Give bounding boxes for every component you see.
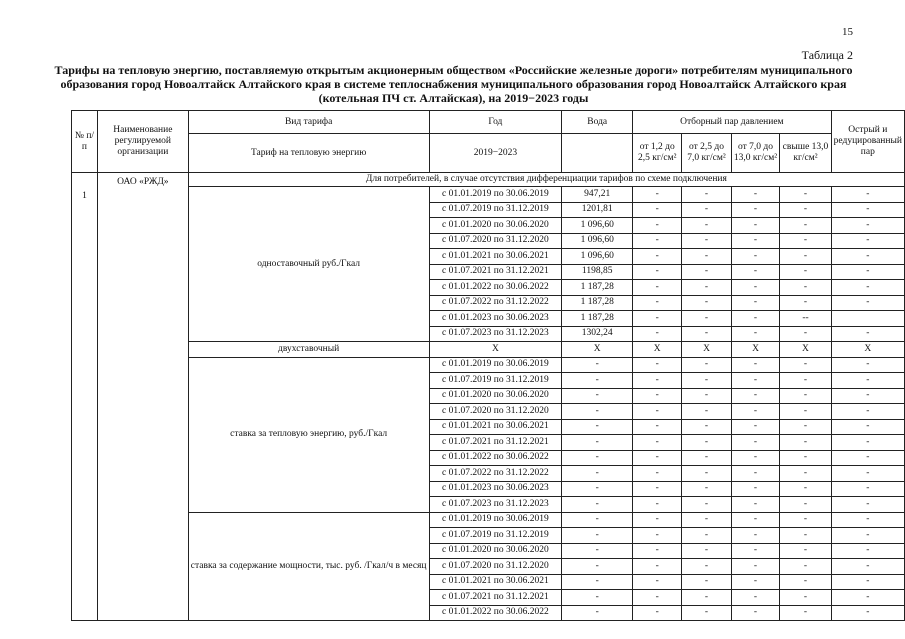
band-row <box>72 173 905 187</box>
table-cell: - <box>780 605 831 621</box>
table-row <box>72 342 905 358</box>
period-cell: с 01.01.2022 по 30.06.2022 <box>429 605 562 621</box>
table-cell: - <box>562 590 633 606</box>
table-cell: - <box>562 419 633 435</box>
table-cell: - <box>633 481 682 497</box>
table-cell: - <box>633 497 682 513</box>
table-cell: - <box>831 450 904 466</box>
page-number: 15 <box>842 26 853 38</box>
period-cell: с 01.01.2021 по 30.06.2021 <box>429 419 562 435</box>
table-cell: - <box>633 187 682 203</box>
table-cell: - <box>731 543 780 559</box>
header-tariff-label: Тариф на тепловую энергию <box>188 134 429 173</box>
table-cell: - <box>562 404 633 420</box>
header-steam-1: от 1,2 до 2,5 кг/см² <box>633 134 682 173</box>
table-row <box>72 357 905 373</box>
table-cell: - <box>780 295 831 311</box>
header-org: Наименование регулируемой организации <box>97 111 188 173</box>
table-cell: - <box>780 187 831 203</box>
table-cell: - <box>562 528 633 544</box>
table-cell: X <box>682 342 731 358</box>
table-cell: X <box>780 342 831 358</box>
table-cell: - <box>562 559 633 575</box>
table-cell: X <box>562 342 633 358</box>
period-cell: с 01.07.2020 по 31.12.2020 <box>429 559 562 575</box>
period-cell: с 01.01.2023 по 30.06.2023 <box>429 311 562 327</box>
table-cell: - <box>633 249 682 265</box>
table-cell: - <box>731 326 780 342</box>
table-cell: - <box>831 605 904 621</box>
table-cell: - <box>682 264 731 280</box>
table-cell: - <box>633 419 682 435</box>
organization-name: ОАО «РЖД» <box>97 173 188 621</box>
table-cell: - <box>780 202 831 218</box>
table-cell: - <box>682 404 731 420</box>
table-cell: - <box>780 388 831 404</box>
table-cell: - <box>831 357 904 373</box>
table-cell: - <box>831 528 904 544</box>
period-cell: с 01.01.2021 по 30.06.2021 <box>429 249 562 265</box>
table-cell: - <box>731 419 780 435</box>
table-cell: - <box>831 404 904 420</box>
table-cell: - <box>682 311 731 327</box>
table-cell: - <box>633 295 682 311</box>
table-cell: - <box>633 466 682 482</box>
table-cell: - <box>682 528 731 544</box>
table-cell: - <box>780 233 831 249</box>
table-cell: - <box>831 543 904 559</box>
table-cell: X <box>731 342 780 358</box>
table-label: Таблица 2 <box>801 48 853 62</box>
period-cell: с 01.01.2020 по 30.06.2020 <box>429 218 562 234</box>
tariff-group-label: ставка за тепловую энергию, руб./Гкал <box>188 357 429 512</box>
table-cell: - <box>633 326 682 342</box>
table-cell: - <box>682 326 731 342</box>
table-cell: - <box>780 559 831 575</box>
table-cell: - <box>731 466 780 482</box>
table-cell: - <box>731 512 780 528</box>
table-cell: - <box>562 388 633 404</box>
table-cell <box>831 311 904 327</box>
table-cell: - <box>682 357 731 373</box>
table-cell: - <box>731 280 780 296</box>
period-cell: с 01.01.2019 по 30.06.2019 <box>429 357 562 373</box>
header-year: Год <box>429 111 562 134</box>
table-cell: - <box>633 512 682 528</box>
table-cell: - <box>682 388 731 404</box>
table-cell: - <box>780 280 831 296</box>
table-cell: - <box>633 574 682 590</box>
header-steam: Отборный пар давлением <box>633 111 832 134</box>
table-cell: - <box>831 388 904 404</box>
table-cell: - <box>731 295 780 311</box>
table-cell: - <box>682 590 731 606</box>
table-cell: - <box>831 435 904 451</box>
table-cell: - <box>682 543 731 559</box>
table-cell: - <box>780 574 831 590</box>
period-cell: с 01.01.2020 по 30.06.2020 <box>429 388 562 404</box>
table-cell: - <box>780 512 831 528</box>
period-cell: с 01.07.2021 по 31.12.2021 <box>429 435 562 451</box>
table-cell: - <box>682 481 731 497</box>
table-cell: - <box>780 528 831 544</box>
page-title: Тарифы на тепловую энергию, поставляемую открытым акционерным обществом «Российские железные дороги» потребителям муниципального образования город Новоалтайск Алтайского края в системе теплоснабжения муниципального образования город Новоалтайск Алтайского края (котельная ПЧ ст. Алтайская), на 2019−2023 годы <box>54 63 853 105</box>
table-cell: - <box>562 435 633 451</box>
table-cell: 1198,85 <box>562 264 633 280</box>
table-cell: - <box>633 218 682 234</box>
table-cell: - <box>633 605 682 621</box>
table-cell: - <box>731 404 780 420</box>
period-cell: с 01.07.2022 по 31.12.2022 <box>429 466 562 482</box>
table-cell: - <box>731 590 780 606</box>
header-num: № п/п <box>72 111 98 173</box>
tariff-group-label: ставка за содержание мощности, тыс. руб. /Гкал/ч в месяц <box>188 512 429 621</box>
table-cell: - <box>682 218 731 234</box>
table-cell: - <box>562 450 633 466</box>
table-cell: - <box>831 264 904 280</box>
table-cell: - <box>831 466 904 482</box>
header-steam-3: от 7,0 до 13,0 кг/см² <box>731 134 780 173</box>
table-cell: - <box>780 357 831 373</box>
table-cell: X <box>633 342 682 358</box>
table-cell: - <box>731 574 780 590</box>
table-cell: - <box>780 450 831 466</box>
table-cell: - <box>831 326 904 342</box>
table-cell: - <box>633 543 682 559</box>
table-cell: - <box>682 512 731 528</box>
table-cell: - <box>731 357 780 373</box>
table-cell: - <box>682 466 731 482</box>
period-cell: с 01.01.2021 по 30.06.2021 <box>429 574 562 590</box>
table-cell: - <box>562 574 633 590</box>
table-cell: - <box>831 512 904 528</box>
table-cell: - <box>682 202 731 218</box>
table-cell: 1 096,60 <box>562 233 633 249</box>
table-cell: - <box>682 497 731 513</box>
period-cell: с 01.07.2019 по 31.12.2019 <box>429 202 562 218</box>
table-cell: - <box>633 202 682 218</box>
table-cell: - <box>562 605 633 621</box>
header-water-empty <box>562 134 633 173</box>
tariff-table <box>71 110 905 621</box>
table-cell: - <box>562 543 633 559</box>
table-cell: X <box>831 342 904 358</box>
table-cell: - <box>731 249 780 265</box>
period-cell: с 01.01.2019 по 30.06.2019 <box>429 512 562 528</box>
table-cell: - <box>682 419 731 435</box>
table-cell: - <box>831 295 904 311</box>
table-cell: - <box>831 187 904 203</box>
table-cell: - <box>633 450 682 466</box>
table-cell: - <box>780 419 831 435</box>
period-cell: с 01.07.2019 по 31.12.2019 <box>429 528 562 544</box>
period-cell: с 01.01.2022 по 30.06.2022 <box>429 450 562 466</box>
table-cell: - <box>562 357 633 373</box>
table-cell: - <box>633 264 682 280</box>
table-cell: - <box>562 373 633 389</box>
table-cell: - <box>633 528 682 544</box>
header-steam-4: свыше 13,0 кг/см² <box>780 134 831 173</box>
tariff-group-label: двухставочный <box>188 342 429 358</box>
table-cell: - <box>780 373 831 389</box>
table-cell: - <box>831 373 904 389</box>
table-cell: - <box>731 218 780 234</box>
table-cell: - <box>831 481 904 497</box>
period-cell: с 01.01.2019 по 30.06.2019 <box>429 187 562 203</box>
table-cell: - <box>780 497 831 513</box>
period-cell: с 01.07.2021 по 31.12.2021 <box>429 590 562 606</box>
table-cell: - <box>682 233 731 249</box>
table-cell: - <box>682 280 731 296</box>
period-cell: с 01.07.2023 по 31.12.2023 <box>429 497 562 513</box>
table-cell: - <box>633 280 682 296</box>
table-cell: - <box>682 574 731 590</box>
table-cell: 1302,24 <box>562 326 633 342</box>
table-cell: - <box>731 528 780 544</box>
table-cell: - <box>731 233 780 249</box>
table-cell: 1201,81 <box>562 202 633 218</box>
period-cell: с 01.07.2020 по 31.12.2020 <box>429 404 562 420</box>
table-cell: - <box>682 249 731 265</box>
table-cell: - <box>780 404 831 420</box>
period-cell: с 01.07.2023 по 31.12.2023 <box>429 326 562 342</box>
period-cell: с 01.07.2020 по 31.12.2020 <box>429 233 562 249</box>
table-cell: - <box>682 605 731 621</box>
table-cell: - <box>682 559 731 575</box>
table-cell: - <box>682 435 731 451</box>
table-cell: - <box>831 559 904 575</box>
period-cell: с 01.07.2022 по 31.12.2022 <box>429 295 562 311</box>
table-row <box>72 187 905 203</box>
table-cell: - <box>780 543 831 559</box>
period-cell: с 01.07.2021 по 31.12.2021 <box>429 264 562 280</box>
table-cell: 1 187,28 <box>562 280 633 296</box>
table-cell: 1 096,60 <box>562 218 633 234</box>
table-cell: - <box>831 419 904 435</box>
table-cell: - <box>633 435 682 451</box>
table-cell: - <box>831 497 904 513</box>
table-cell: - <box>731 481 780 497</box>
table-cell: - <box>831 249 904 265</box>
table-cell: - <box>682 295 731 311</box>
table-cell: - <box>780 481 831 497</box>
table-cell: X <box>429 342 562 358</box>
band-label: Для потребителей, в случае отсутствия дифференциации тарифов по схеме подключения <box>188 173 904 187</box>
table-cell: - <box>831 233 904 249</box>
period-cell: с 01.01.2020 по 30.06.2020 <box>429 543 562 559</box>
table-cell: - <box>682 187 731 203</box>
table-cell: - <box>731 311 780 327</box>
table-cell: 1 096,60 <box>562 249 633 265</box>
table-cell: - <box>731 264 780 280</box>
header-years-range: 2019−2023 <box>429 134 562 173</box>
table-cell: - <box>831 202 904 218</box>
table-cell: - <box>633 373 682 389</box>
table-cell: - <box>633 357 682 373</box>
period-cell: с 01.01.2023 по 30.06.2023 <box>429 481 562 497</box>
table-cell: - <box>780 264 831 280</box>
table-cell: - <box>633 311 682 327</box>
header-steam-2: от 2,5 до 7,0 кг/см² <box>682 134 731 173</box>
table-cell: 1 187,28 <box>562 311 633 327</box>
table-cell: - <box>633 590 682 606</box>
table-cell: - <box>731 435 780 451</box>
table-cell: - <box>731 497 780 513</box>
table-cell: - <box>831 218 904 234</box>
table-cell: - <box>731 373 780 389</box>
table-cell: - <box>780 590 831 606</box>
header-sharp-steam: Острый и редуцированный пар <box>831 111 904 173</box>
table-cell: - <box>562 466 633 482</box>
table-cell: - <box>682 450 731 466</box>
table-cell: 1 187,28 <box>562 295 633 311</box>
tariff-group-label: одноставочный руб./Гкал <box>188 187 429 342</box>
table-cell: - <box>780 249 831 265</box>
table-cell: - <box>682 373 731 389</box>
table-cell: - <box>780 466 831 482</box>
table-cell: - <box>633 388 682 404</box>
table-cell: - <box>780 218 831 234</box>
table-cell: - <box>633 559 682 575</box>
table-cell: - <box>831 574 904 590</box>
table-cell: - <box>633 404 682 420</box>
header-tariff-type: Вид тарифа <box>188 111 429 134</box>
header-water: Вода <box>562 111 633 134</box>
row-number: 1 <box>72 173 98 621</box>
table-cell: - <box>731 450 780 466</box>
table-cell: - <box>633 233 682 249</box>
table-cell: - <box>731 187 780 203</box>
table-cell: - <box>831 280 904 296</box>
table-cell: -- <box>780 311 831 327</box>
table-row <box>72 512 905 528</box>
table-cell: - <box>780 435 831 451</box>
table-cell: - <box>562 481 633 497</box>
table-cell: - <box>562 512 633 528</box>
table-cell: - <box>731 605 780 621</box>
table-cell: - <box>562 497 633 513</box>
table-cell: - <box>731 559 780 575</box>
table-cell: 947,21 <box>562 187 633 203</box>
period-cell: с 01.01.2022 по 30.06.2022 <box>429 280 562 296</box>
table-cell: - <box>831 590 904 606</box>
period-cell: с 01.07.2019 по 31.12.2019 <box>429 373 562 389</box>
table-cell: - <box>731 388 780 404</box>
table-cell: - <box>731 202 780 218</box>
table-cell: - <box>780 326 831 342</box>
